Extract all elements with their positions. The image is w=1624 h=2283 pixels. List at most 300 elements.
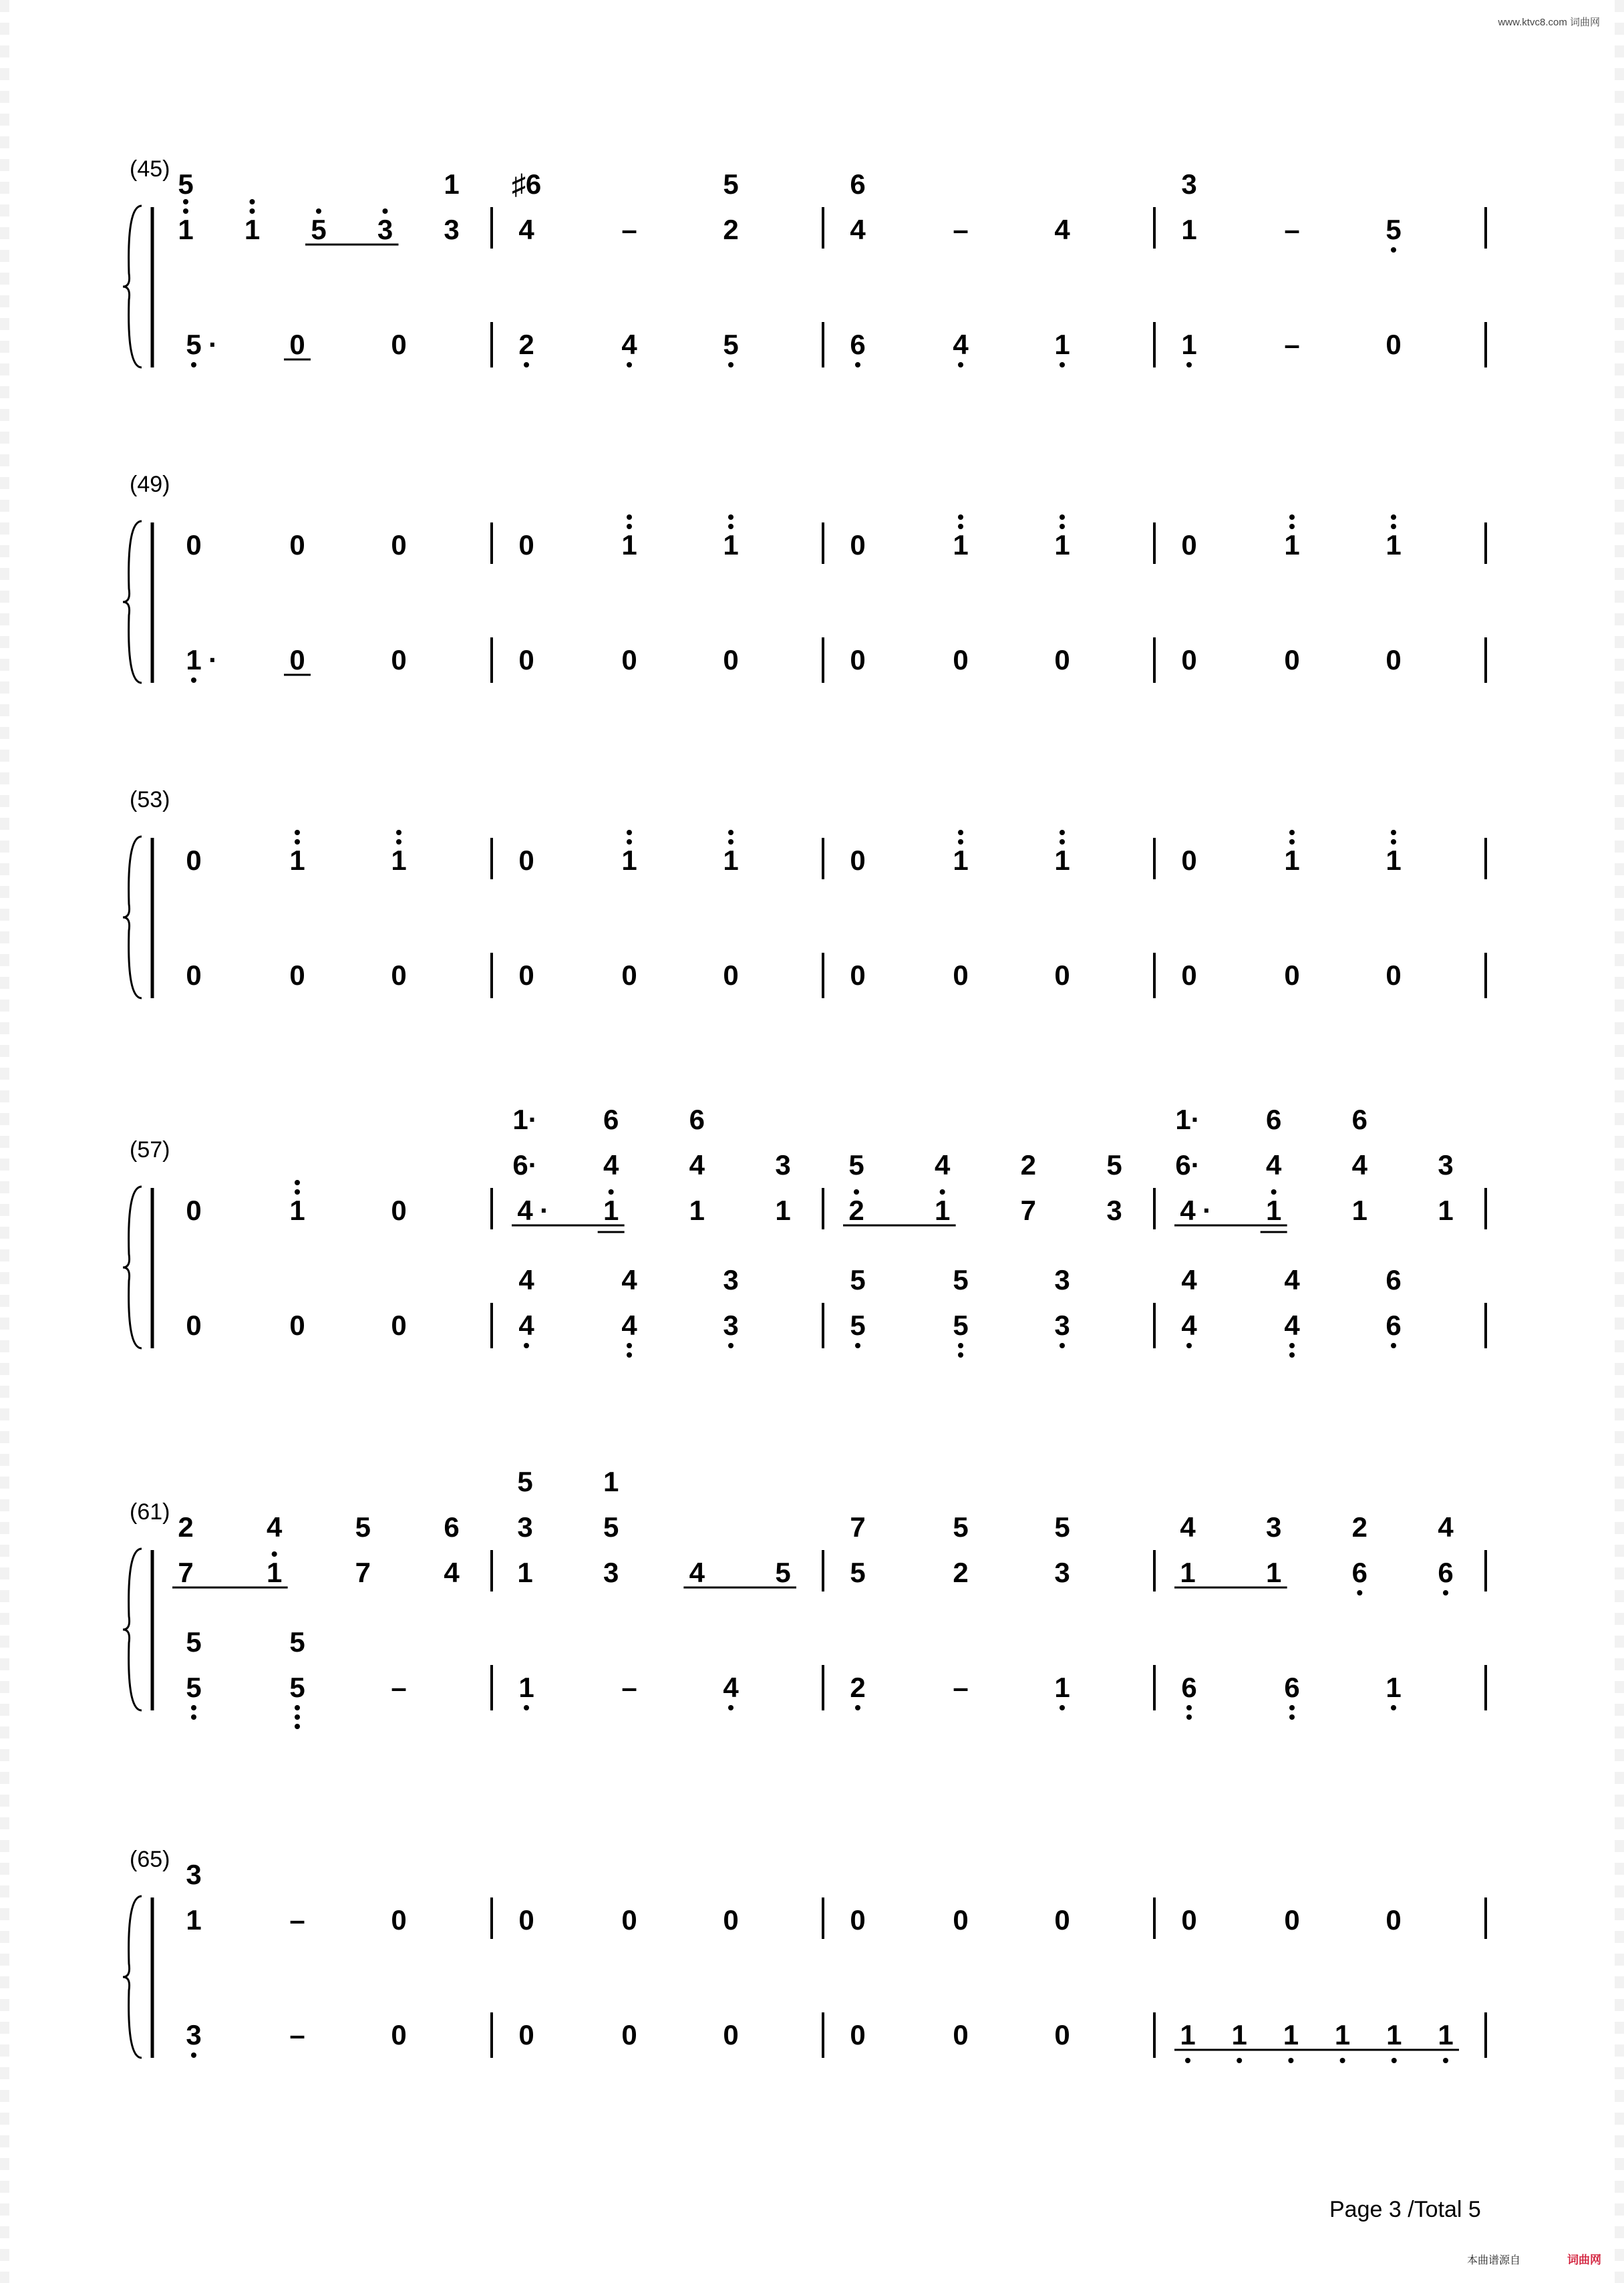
svg-text:1: 1 [1386,845,1402,876]
upper-note [1266,1557,1281,1588]
upper-chord-note: 3 [1181,168,1197,200]
svg-text:0: 0 [1284,1904,1300,1936]
measure-number: (45) [130,156,170,182]
octave-down-dot [1391,1343,1396,1348]
octave-down-dot [958,1352,963,1358]
svg-text:3: 3 [186,2019,202,2050]
svg-text:7: 7 [1020,1195,1037,1226]
lower-note [723,329,738,367]
lower-note [518,1672,534,1710]
svg-text:1: 1 [1386,1672,1402,1703]
upper-note [518,845,534,876]
svg-text:3: 3 [723,1310,739,1341]
octave-down-dot [958,1343,963,1348]
svg-text:1: 1 [1386,2019,1402,2050]
upper-note [267,1551,282,1588]
lower-chord-note: 3 [1054,1264,1070,1296]
lower-chord-note: 5 [850,1264,866,1296]
octave-up-dot [250,208,255,214]
upper-chord-note: 6 [603,1104,619,1135]
score-system [123,472,1486,683]
upper-chord-note: 2 [1020,1149,1037,1181]
svg-text:0: 0 [391,1195,407,1226]
octave-up-dot [295,1180,300,1185]
octave-up-dot [250,199,255,204]
lower-note [850,329,865,367]
svg-text:0: 0 [289,644,305,675]
upper-note [1284,514,1299,561]
lower-chord-note: 3 [723,1264,739,1296]
svg-text:0: 0 [186,959,202,991]
upper-note [953,1557,968,1588]
lower-note [186,2019,201,2058]
upper-note [953,514,968,561]
upper-chord-note: 4 [1438,1511,1454,1543]
svg-text:1: 1 [1054,529,1070,561]
lower-chord-note: 6 [1386,1264,1402,1296]
svg-text:3: 3 [1106,1195,1122,1226]
upper-note [245,199,260,245]
upper-chord-note: 6 [850,168,866,200]
upper-chord-note: 4 [603,1149,619,1181]
svg-text:0: 0 [1181,845,1197,876]
measure-number: (53) [130,787,170,812]
lower-note [1181,329,1196,367]
upper-chord-note: 1 [603,1466,619,1497]
svg-text:0: 0 [1181,1904,1197,1936]
svg-text:0: 0 [953,959,969,991]
footer-credit: 本曲谱源自 [1467,2255,1521,2266]
upper-note [850,1557,865,1588]
svg-text:–: – [621,1672,637,1703]
svg-text:1: 1 [603,1195,619,1226]
lower-note [953,329,969,367]
octave-up-dot [958,514,963,520]
upper-chord-note: 6 [1265,1104,1282,1135]
octave-up-dot [1289,514,1295,520]
octave-down-dot [524,1705,529,1710]
svg-text:0: 0 [391,2019,407,2050]
upper-note [935,1189,950,1226]
octave-down-dot [1289,1343,1295,1348]
upper-note [178,1557,193,1588]
octave-down-dot [191,677,196,683]
upper-note [1181,529,1196,561]
upper-chord-note: 5 [1106,1149,1122,1181]
lower-note [1284,329,1299,360]
octave-down-dot [627,1343,632,1348]
svg-text:0: 0 [850,1904,866,1936]
octave-down-dot [627,1352,632,1358]
svg-text:–: – [391,1672,407,1703]
upper-chord-note: 3 [1265,1511,1282,1543]
svg-text:4: 4 [621,1310,637,1341]
upper-note [1180,1557,1195,1588]
upper-note [1352,1557,1367,1595]
svg-text:0: 0 [1054,959,1070,991]
svg-text:5: 5 [953,1310,969,1341]
system-brace [123,521,142,683]
octave-up-dot [295,830,300,835]
upper-note [311,208,326,245]
svg-text:1: 1 [934,1195,951,1226]
svg-text:0: 0 [1054,644,1070,675]
system-brace [123,836,142,998]
svg-text:4: 4 [723,1672,739,1703]
upper-note [518,529,534,561]
svg-text:1: 1 [953,845,969,876]
lower-note [723,1672,739,1710]
octave-down-dot [1185,2058,1190,2063]
octave-up-dot [295,839,300,845]
upper-chord-note: 6· [512,1149,538,1181]
upper-note [355,1557,371,1588]
svg-text:2: 2 [723,214,739,245]
lower-chord-note: 4 [518,1264,534,1296]
svg-text:0: 0 [1284,644,1300,675]
svg-text:1: 1 [1386,529,1402,561]
svg-text:0: 0 [1386,959,1402,991]
upper-chord-note: 2 [178,1511,194,1543]
upper-note [1438,1557,1453,1595]
upper-note [517,1557,532,1588]
svg-text:1: 1 [621,529,637,561]
octave-down-dot [1443,2058,1448,2063]
score-system [123,1466,1486,1729]
score-system [123,1104,1486,1358]
svg-text:0: 0 [621,644,637,675]
lower-note [953,2019,968,2050]
svg-text:0: 0 [1181,529,1197,561]
upper-note [850,214,866,245]
octave-down-dot [1060,362,1065,367]
measure-number: (57) [130,1137,170,1163]
svg-text:5: 5 [850,1310,866,1341]
upper-note [775,1195,790,1226]
svg-text:6: 6 [1438,1557,1454,1588]
svg-text:5: 5 [311,214,327,245]
svg-text:1: 1 [518,1672,534,1703]
svg-text:5: 5 [186,329,202,360]
lower-note [723,644,738,675]
lower-note [1054,2019,1070,2050]
svg-text:0: 0 [850,644,866,675]
lower-chord-note: 4 [621,1264,637,1296]
octave-up-dot [1289,839,1295,845]
upper-note [178,199,193,245]
svg-text:2: 2 [850,1672,866,1703]
upper-chord-note: 2 [1351,1511,1368,1543]
octave-down-dot [1391,1705,1396,1710]
lower-note [391,959,406,991]
top-watermark: www.ktvc8.com 词曲网 [1498,17,1600,28]
upper-note [723,1904,738,1936]
lower-note [1386,329,1401,360]
upper-chord-note: 4 [1265,1149,1282,1181]
upper-note [186,845,201,876]
lower-note [953,959,968,991]
upper-chord-note: ♯6 [511,168,542,200]
upper-note [1386,214,1401,253]
lower-note [1386,959,1401,991]
svg-text:0: 0 [391,1904,407,1936]
svg-text:1: 1 [689,1195,705,1226]
svg-text:1: 1 [266,1557,283,1588]
svg-text:6: 6 [1284,1672,1300,1703]
lower-chord-note: 4 [1284,1264,1300,1296]
octave-up-dot [627,514,632,520]
svg-text:1: 1 [178,214,194,245]
svg-text:1: 1 [1438,1195,1454,1226]
octave-up-dot [272,1551,277,1557]
svg-text:0: 0 [518,2019,534,2050]
svg-text:4: 4 [850,214,866,245]
lower-note [186,1310,201,1341]
svg-text:0: 0 [391,329,407,360]
octave-down-dot [191,2052,196,2058]
lower-note [850,1672,865,1710]
octave-down-dot [958,362,963,367]
upper-note [1054,1904,1070,1936]
svg-text:·: · [208,644,218,675]
octave-up-dot [396,830,401,835]
svg-text:–: – [953,214,969,245]
svg-text:3: 3 [603,1557,619,1588]
lower-note [186,959,201,991]
lower-note [289,329,305,360]
upper-note [289,1904,305,1936]
octave-up-dot [1289,524,1295,529]
svg-text:4: 4 [1180,1195,1196,1226]
svg-text:3: 3 [444,214,460,245]
svg-text:0: 0 [850,845,866,876]
upper-note [850,1904,865,1936]
upper-note [1438,1195,1453,1226]
lower-note [621,959,637,991]
octave-up-dot [383,208,388,214]
lower-note [621,644,637,675]
svg-text:4: 4 [444,1557,460,1588]
score-system [123,787,1486,998]
upper-note [603,1189,619,1226]
svg-text:–: – [621,214,637,245]
footer-site-logo: 词曲网 [1567,2254,1601,2266]
svg-text:0: 0 [1054,1904,1070,1936]
upper-note [1054,514,1070,561]
upper-note [848,1189,864,1226]
svg-text:1: 1 [1438,2019,1454,2050]
lower-note [953,1310,968,1358]
lower-note [289,1310,305,1341]
svg-text:0: 0 [518,845,534,876]
svg-text:0: 0 [391,529,407,561]
upper-chord-note: 3 [775,1149,791,1181]
octave-down-dot [1357,1590,1362,1595]
svg-text:0: 0 [723,1904,739,1936]
upper-chord-note: 5 [355,1511,371,1543]
octave-down-dot [1186,1343,1192,1348]
octave-down-dot [1443,1590,1448,1595]
lower-note [186,1672,201,1720]
svg-text:0: 0 [850,959,866,991]
measure-number: (65) [130,1847,170,1872]
lower-chord-note: 4 [1181,1264,1197,1296]
upper-note [1386,1904,1401,1936]
upper-note [518,1904,534,1936]
upper-note [289,1180,305,1226]
upper-note [1284,830,1299,876]
octave-down-dot [191,1705,196,1710]
upper-note [1021,1195,1036,1226]
system-brace [123,1896,142,2058]
upper-note [953,830,968,876]
svg-text:4: 4 [517,1195,533,1226]
svg-text:·: · [208,329,218,360]
octave-up-dot [627,839,632,845]
svg-text:0: 0 [518,1904,534,1936]
upper-chord-note: 7 [850,1511,866,1543]
svg-text:5: 5 [289,1672,305,1703]
svg-text:0: 0 [186,845,202,876]
lower-note [289,2019,305,2050]
lower-note [1386,2019,1402,2063]
upper-note [391,1195,406,1226]
octave-up-dot [1391,514,1396,520]
octave-up-dot [609,1189,614,1195]
upper-note [775,1557,790,1588]
lower-note [850,959,865,991]
upper-note [1386,514,1401,561]
upper-note [1266,1189,1281,1226]
svg-text:4: 4 [1181,1310,1197,1341]
upper-chord-note: 4 [689,1149,705,1181]
upper-note [289,529,305,561]
upper-chord-note: 1· [1175,1104,1200,1135]
svg-text:6: 6 [1351,1557,1368,1588]
upper-note [391,830,406,876]
lower-note [1180,2019,1195,2063]
lower-note [289,959,305,991]
upper-note [1054,1557,1070,1588]
upper-note [723,830,738,876]
upper-chord-note: 6 [444,1511,460,1543]
svg-text:1: 1 [1265,1557,1282,1588]
upper-chord-note: 4 [1351,1149,1368,1181]
octave-down-dot [1060,1705,1065,1710]
svg-text:–: – [289,1904,305,1936]
svg-text:0: 0 [391,959,407,991]
octave-down-dot [1060,1343,1065,1348]
octave-up-dot [396,839,401,845]
svg-text:2: 2 [848,1195,864,1226]
upper-chord-note: 6· [1175,1149,1200,1181]
lower-note [1181,1310,1197,1348]
lower-note [391,644,406,675]
svg-text:4: 4 [621,329,637,360]
upper-chord-note: 5 [1054,1511,1070,1543]
svg-text:1: 1 [186,644,202,675]
octave-up-dot [728,524,734,529]
lower-note [1054,329,1070,367]
svg-text:5: 5 [1386,214,1402,245]
svg-text:7: 7 [355,1557,371,1588]
lower-note [1335,2019,1350,2063]
upper-note [1054,830,1070,876]
upper-note [1106,1195,1122,1226]
svg-text:0: 0 [186,529,202,561]
upper-note [1181,214,1196,245]
svg-text:0: 0 [1181,644,1197,675]
svg-text:0: 0 [518,644,534,675]
upper-note [1284,1904,1299,1936]
octave-down-dot [1237,2058,1242,2063]
upper-note [1284,214,1299,245]
svg-text:0: 0 [518,529,534,561]
system-brace [123,1549,142,1710]
lower-note [391,329,406,360]
upper-note [689,1195,705,1226]
svg-text:0: 0 [953,644,969,675]
upper-note [391,1904,406,1936]
lower-note [723,2019,738,2050]
lower-note [1181,959,1196,991]
octave-up-dot [295,1189,300,1195]
lower-note [953,1672,968,1703]
svg-text:0: 0 [289,959,305,991]
octave-down-dot [295,1724,300,1729]
lower-note [621,329,637,367]
svg-text:–: – [953,1672,969,1703]
upper-note [621,1904,637,1936]
svg-text:1: 1 [289,845,305,876]
svg-text:2: 2 [518,329,534,360]
upper-note [1180,1195,1212,1226]
svg-text:1: 1 [1180,2019,1196,2050]
octave-up-dot [1060,839,1065,845]
octave-up-dot [627,830,632,835]
lower-note [1181,644,1196,675]
lower-note [1232,2019,1247,2063]
svg-text:0: 0 [289,529,305,561]
upper-chord-note: 3 [1438,1149,1454,1181]
lower-note [953,644,968,675]
svg-text:·: · [540,1195,549,1226]
upper-chord-note: 5 [603,1511,619,1543]
upper-chord-note: 3 [517,1511,533,1543]
svg-text:1: 1 [1054,1672,1070,1703]
upper-note [186,529,201,561]
svg-text:4: 4 [689,1557,705,1588]
octave-down-dot [1289,1714,1295,1720]
lower-note [850,1310,865,1348]
lower-note [1054,1672,1070,1710]
svg-text:0: 0 [621,959,637,991]
svg-text:·: · [1202,1195,1212,1226]
lower-note [850,644,865,675]
measure-number: (61) [130,1499,170,1525]
octave-down-dot [191,362,196,367]
octave-down-dot [728,362,734,367]
octave-up-dot [183,208,188,214]
lower-note [289,644,305,675]
svg-text:1: 1 [517,1557,533,1588]
upper-note [621,214,637,245]
svg-text:0: 0 [1284,959,1300,991]
svg-text:4: 4 [953,329,969,360]
svg-text:1: 1 [775,1195,791,1226]
upper-note [186,1904,201,1936]
lower-chord-note: 5 [186,1626,202,1658]
